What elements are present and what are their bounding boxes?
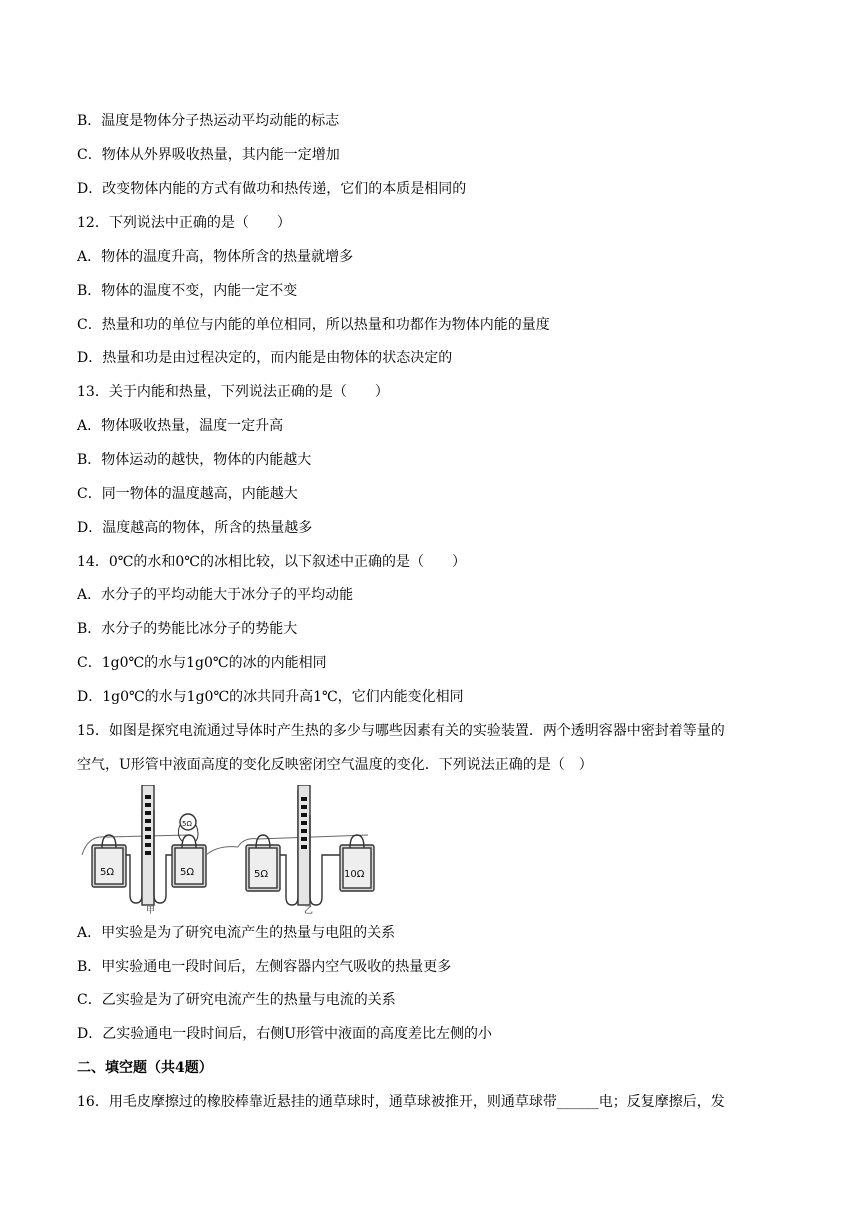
question-14-option-c: C．1g0℃的水与1g0℃的冰的内能相同: [77, 655, 327, 671]
setup-yi: [238, 785, 374, 905]
joule-heating-apparatus-figure: [78, 785, 378, 915]
line-c-absorb-heat: C．物体从外界吸收热量，其内能一定增加: [77, 147, 340, 163]
question-12-option-b: B．物体的温度不变，内能一定不变: [77, 283, 298, 299]
question-13-option-d: D．温度越高的物体，所含的热量越多: [77, 520, 313, 536]
line-d-change-energy: D．改变物体内能的方式有做功和热传递，它们的本质是相同的: [77, 181, 467, 197]
jia-caption: 甲: [146, 906, 156, 915]
question-14-option-a: A．水分子的平均动能大于冰分子的平均动能: [77, 587, 354, 603]
jia-left-resistor-label: 5Ω: [100, 867, 115, 878]
question-12-stem: 12．下列说法中正确的是（ ）: [77, 215, 291, 231]
jia-parallel-resistor-label: 5Ω: [182, 820, 192, 828]
question-13-option-a: A．物体吸收热量，温度一定升高: [77, 418, 284, 434]
question-15-stem-line1: 15．如图是探究电流通过导体时产生热的多少与哪些因素有关的实验装置．两个透明容器中密封着等量的: [77, 723, 725, 739]
section-heading-fill-in: 二、填空题（共4题）: [77, 1060, 213, 1076]
setup-jia: [82, 785, 238, 905]
question-15-option-a: A．甲实验是为了研究电流产生的热量与电阻的关系: [77, 925, 396, 941]
line-b-temperature: B．温度是物体分子热运动平均动能的标志: [77, 113, 340, 129]
question-13-option-c: C．同一物体的温度越高，内能越大: [77, 486, 298, 502]
question-15-stem-line2: 空气，U形管中液面高度的变化反映密闭空气温度的变化．下列说法正确的是（ ）: [77, 757, 593, 773]
yi-right-resistor-label: 10Ω: [344, 869, 365, 880]
question-12-option-a: A．物体的温度升高，物体所含的热量就增多: [77, 249, 354, 265]
question-13-option-b: B．物体运动的越快，物体的内能越大: [77, 452, 312, 468]
question-15-option-c: C．乙实验是为了研究电流产生的热量与电流的关系: [77, 992, 396, 1008]
question-15-option-d: D．乙实验通电一段时间后，右侧U形管中液面的高度差比左侧的小: [77, 1026, 493, 1042]
question-12-option-c: C．热量和功的单位与内能的单位相同，所以热量和功都作为物体内能的量度: [77, 317, 550, 333]
question-15-option-b: B．甲实验通电一段时间后，左侧容器内空气吸收的热量更多: [77, 959, 452, 975]
question-16-stem: 16．用毛皮摩擦过的橡胶棒靠近悬挂的通草球时，通草球被推开，则通草球带______电；反复摩擦后，发: [77, 1094, 725, 1110]
yi-left-resistor-label: 5Ω: [254, 869, 269, 880]
question-14-option-d: D．1g0℃的水与1g0℃的冰共同升高1℃，它们内能变化相同: [77, 689, 464, 705]
yi-caption: 乙: [304, 906, 314, 915]
jia-right-resistor-label: 5Ω: [180, 867, 195, 878]
question-12-option-d: D．热量和功是由过程决定的，而内能是由物体的状态决定的: [77, 350, 453, 366]
question-13-stem: 13．关于内能和热量，下列说法正确的是（ ）: [77, 384, 389, 400]
question-14-option-b: B．水分子的势能比冰分子的势能大: [77, 621, 298, 637]
question-14-stem: 14．0℃的水和0℃的冰相比较，以下叙述中正确的是（ ）: [77, 554, 466, 570]
